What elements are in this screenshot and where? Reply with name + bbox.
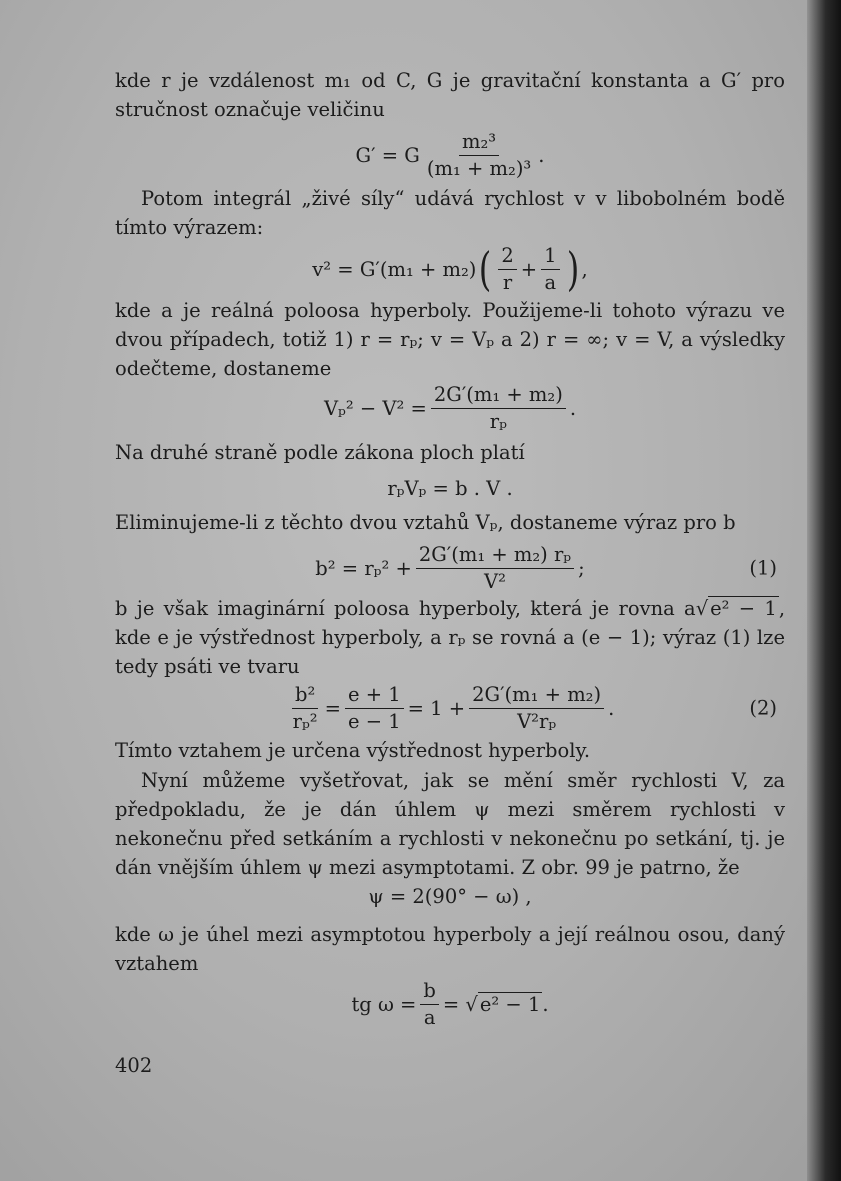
eq-psi-text: ψ = 2(90° − ω) , — [368, 884, 532, 908]
p6-part-b: , kde e je výstřednost hyperboly, a rₚ se rovná a (e − 1); výraz (1) lze tedy psáti ve tvaru — [115, 597, 786, 678]
eq-vp-lhs: Vₚ² − V² = — [323, 396, 427, 420]
equation-psi — [115, 880, 785, 912]
sqrt-sign-tg: √ — [459, 992, 478, 1016]
paragraph-2: Potom integrál „živé síly“ udává rychlost v v libobolném bodě tímto výrazem: — [115, 187, 785, 239]
eq-area-text: rₚVₚ = b . V . — [387, 476, 513, 500]
eq1-lhs: b² = rₚ² + — [315, 556, 412, 580]
book-spine-shadow — [807, 0, 841, 1181]
eq1-fraction — [416, 544, 574, 593]
eq2-f1-num: b² — [292, 684, 318, 709]
paragraph-7: Tímto vztahem je určena výstřednost hyperboly. — [115, 739, 591, 762]
eq-g-fraction — [424, 131, 534, 180]
eq-vp-num: 2G′(m₁ + m₂) — [431, 384, 566, 409]
paragraph-9: kde ω je úhel mezi asymptotou hyperboly a její reálnou osou, daný vztahem — [115, 923, 785, 975]
paragraph-5: Eliminujeme-li z těchto dvou vztahů Vₚ, dostaneme výraz pro b — [115, 511, 736, 534]
eq2-f3-den: V²rₚ — [517, 709, 557, 733]
eq-v-f2-den: a — [544, 270, 557, 294]
equation-vp — [115, 380, 785, 436]
eq-v-f1-num: 2 — [498, 245, 516, 270]
equation-velocity — [115, 238, 785, 300]
eq-vp-den: rₚ — [489, 409, 507, 433]
eq-v-f1-den: r — [502, 270, 513, 294]
eq-v-tail: , — [581, 257, 588, 281]
eq2-fraction-1 — [290, 684, 321, 733]
eq2-fraction-3 — [469, 684, 604, 733]
equation-2 — [115, 678, 785, 738]
eq-v-plus: + — [520, 257, 538, 281]
eq-tg-den: a — [423, 1005, 436, 1029]
eq2-equals-a: = — [324, 696, 341, 720]
eq1-tail: ; — [578, 556, 585, 580]
equation-g-prime — [115, 126, 785, 184]
eq-tg-lhs: tg ω = — [351, 992, 417, 1016]
eq-v-fraction-1 — [498, 245, 516, 294]
eq-tg-equals: = — [442, 992, 460, 1016]
equation-number-2: (2) — [749, 696, 777, 720]
p6-part-a: b je však imaginární poloosa hyperboly, která je rovna a — [115, 597, 696, 620]
eq-g-numerator: m₂³ — [459, 131, 499, 156]
paragraph-3: kde a je reálná poloosa hyperboly. Použijeme-li tohoto výrazu ve dvou případech, totiž 1) r = rₚ; v = Vₚ a 2) r = ∞; v = V, a výsledky odečteme, dostaneme — [115, 299, 785, 380]
eq-g-tail: . — [538, 143, 545, 167]
eq1-den: V² — [484, 569, 506, 593]
eq-g-denominator: (m₁ + m₂)³ — [426, 156, 532, 180]
paragraph-8: Nyní můžeme vyšetřovat, jak se mění směr rychlosti V, za předpokladu, že je dán úhlem ψ mezi směrem rychlosti v nekonečnu před setkáním a rychlosti v nekonečnu po setkání, tj. je dán vnějším úhlem ψ mezi asymptotami. Z obr. 99 je patrno, že — [115, 769, 785, 879]
eq-vp-fraction — [431, 384, 566, 433]
equation-1 — [115, 540, 785, 596]
eq2-equals-b: = 1 + — [407, 696, 466, 720]
eq-g-lhs: G′ = G — [355, 143, 420, 167]
page-number: 402 — [115, 1054, 153, 1077]
eq-v-fraction-2 — [541, 245, 559, 294]
equation-area-law — [115, 472, 785, 504]
eq-tg-num: b — [420, 980, 438, 1005]
left-paren: ( — [479, 242, 492, 296]
eq-v-f2-num: 1 — [541, 245, 559, 270]
eq-tg-fraction — [420, 980, 438, 1029]
p6-radicand: e² − 1 — [710, 597, 777, 620]
eq2-f2-num: e + 1 — [345, 684, 404, 709]
sqrt-sign: √ — [695, 597, 709, 620]
eq1-num: 2G′(m₁ + m₂) rₚ — [416, 544, 574, 569]
eq-tg-radicand: e² − 1 — [479, 993, 541, 1016]
paragraph-6 — [115, 594, 785, 681]
eq2-f2-den: e − 1 — [347, 709, 401, 733]
paragraph-4: Na druhé straně podle zákona ploch platí — [115, 441, 525, 464]
right-paren: ) — [566, 242, 579, 296]
eq2-f3-num: 2G′(m₁ + m₂) — [469, 684, 604, 709]
eq-vp-tail: . — [569, 396, 577, 420]
eq2-tail: . — [608, 696, 615, 720]
equation-number-1: (1) — [749, 556, 777, 580]
equation-tg — [115, 976, 785, 1032]
paragraph-1: kde r je vzdálenost m₁ od C, G je gravitační konstanta a G′ pro stručnost označuje veličinu — [115, 69, 785, 121]
eq2-f1-den: rₚ² — [292, 709, 318, 733]
eq-tg-tail: . — [542, 992, 549, 1016]
eq-v-lhs: v² = G′(m₁ + m₂) — [312, 257, 477, 281]
eq2-fraction-2 — [345, 684, 404, 733]
